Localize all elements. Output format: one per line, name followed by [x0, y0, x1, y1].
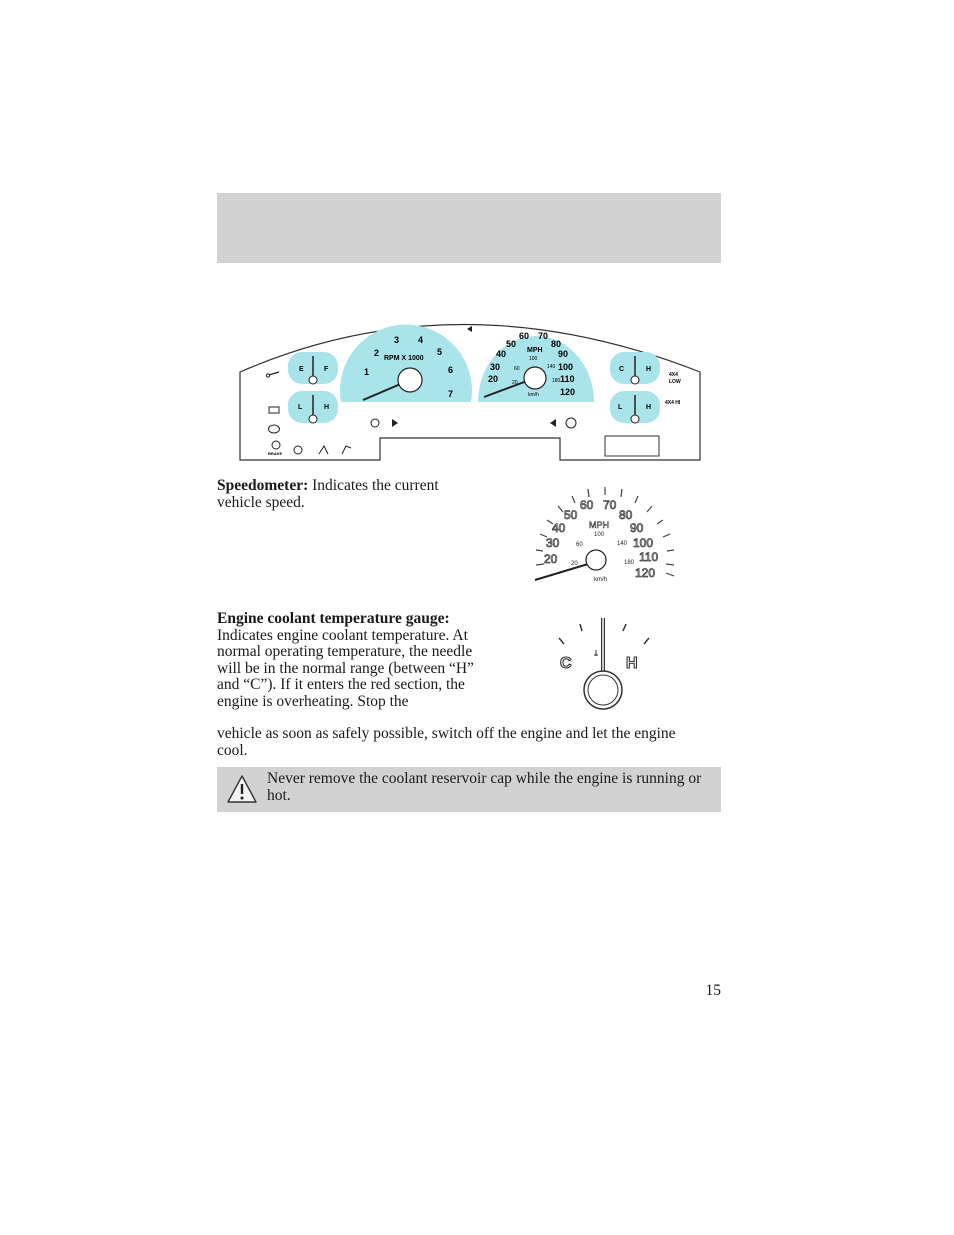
cluster-kmh-tick: 140: [547, 364, 556, 370]
cluster-kmh-tick: 60: [514, 366, 520, 372]
kmh-tick-label: 60: [576, 542, 583, 548]
speedometer-heading: Speedometer:: [217, 477, 309, 494]
odometer-display: [605, 436, 659, 456]
fuel-e-label: E: [299, 366, 304, 373]
mph-tick-label: 120: [635, 566, 656, 580]
mph-tick-label: 40: [552, 521, 566, 535]
cluster-mph-tick: 40: [496, 349, 507, 359]
mph-tick-label: 70: [603, 498, 617, 512]
speedometer-paragraph: [217, 478, 447, 511]
temp-h-label: H: [646, 366, 652, 373]
warning-text: Never remove the coolant reservoir cap while the engine is running or hot.: [267, 770, 702, 804]
warning-box: [217, 767, 721, 812]
label-4x4-low: 4X4: [669, 372, 678, 378]
warning-icon: [226, 774, 258, 804]
coolant-paragraph: [217, 611, 479, 710]
mph-unit-label: MPH: [589, 520, 609, 530]
brake-label: BRAKE: [268, 451, 283, 456]
kmh-unit-label: km/h: [594, 577, 608, 583]
volt-h-label: H: [646, 404, 652, 411]
cluster-mph-tick: 100: [558, 362, 574, 372]
mph-tick-label: 80: [619, 508, 633, 522]
tach-number: 7: [448, 389, 454, 399]
cluster-mph-tick: 50: [506, 339, 517, 349]
cluster-mph-tick: 70: [538, 331, 549, 341]
cluster-kmh-unit: km/h: [528, 392, 539, 398]
kmh-tick-label: 180: [624, 560, 635, 566]
coolant-text: Indicates engine coolant temperature. At normal operating temperature, the needle will be in the normal range (between “H” and “C”). If it enters the red section, the engine is overheating. Stop the: [217, 626, 474, 710]
cluster-kmh-tick: 20: [512, 380, 518, 386]
tach-label: RPM X 1000: [384, 355, 424, 362]
oil-h-label: H: [324, 404, 330, 411]
kmh-tick-label: 100: [594, 532, 605, 538]
fuel-f-label: F: [324, 366, 329, 373]
tach-number: 3: [394, 335, 400, 345]
cluster-mph-tick: 90: [558, 349, 569, 359]
tach-number: 5: [437, 347, 443, 357]
coolant-h-label: H: [626, 655, 638, 672]
mph-tick-label: 100: [633, 536, 654, 550]
mph-tick-label: 110: [639, 550, 659, 564]
tach-number: 1: [364, 367, 370, 377]
tach-number: 6: [448, 365, 454, 375]
tach-number: 2: [374, 348, 380, 358]
mph-tick-label: 20: [544, 552, 558, 566]
volt-l-label: L: [618, 404, 623, 411]
thermometer-icon: [594, 650, 598, 656]
label-4x4-low: LOW: [669, 379, 681, 385]
cluster-mph-unit: MPH: [527, 347, 543, 354]
coolant-heading: Engine coolant temperature gauge:: [217, 610, 450, 627]
kmh-tick-label: 140: [617, 541, 628, 547]
tach-number: 4: [418, 335, 424, 345]
label-4x4-hi: 4X4 HI: [665, 400, 681, 406]
speedometer-text: Indicates the current vehicle speed.: [217, 477, 439, 511]
speedometer-illustration: [530, 484, 680, 586]
cluster-mph-tick: 20: [488, 374, 499, 384]
page-number: 15: [705, 982, 721, 999]
mph-tick-label: 60: [580, 498, 594, 512]
coolant-gauge-illustration: [550, 612, 660, 712]
mph-tick-label: 30: [546, 536, 560, 550]
cluster-mph-tick: 80: [551, 339, 562, 349]
cluster-mph-tick: 110: [560, 374, 575, 384]
oil-l-label: L: [298, 404, 303, 411]
coolant-c-label: C: [560, 655, 572, 672]
cluster-mph-tick: 30: [490, 362, 501, 372]
instrument-cluster-illustration: [238, 302, 702, 467]
chapter-header-band: [217, 193, 721, 263]
kmh-tick-label: 20: [571, 561, 578, 567]
mph-tick-label: 50: [564, 508, 578, 522]
cluster-mph-tick: 120: [560, 387, 576, 397]
temp-c-label: C: [619, 366, 625, 373]
cluster-mph-tick: 60: [519, 331, 530, 341]
coolant-paragraph-continued: vehicle as soon as safely possible, switch off the engine and let the engine cool.: [217, 725, 676, 759]
cluster-kmh-tick: 100: [529, 356, 538, 362]
cluster-kmh-tick: 180: [552, 378, 561, 384]
mph-tick-label: 90: [630, 521, 644, 535]
